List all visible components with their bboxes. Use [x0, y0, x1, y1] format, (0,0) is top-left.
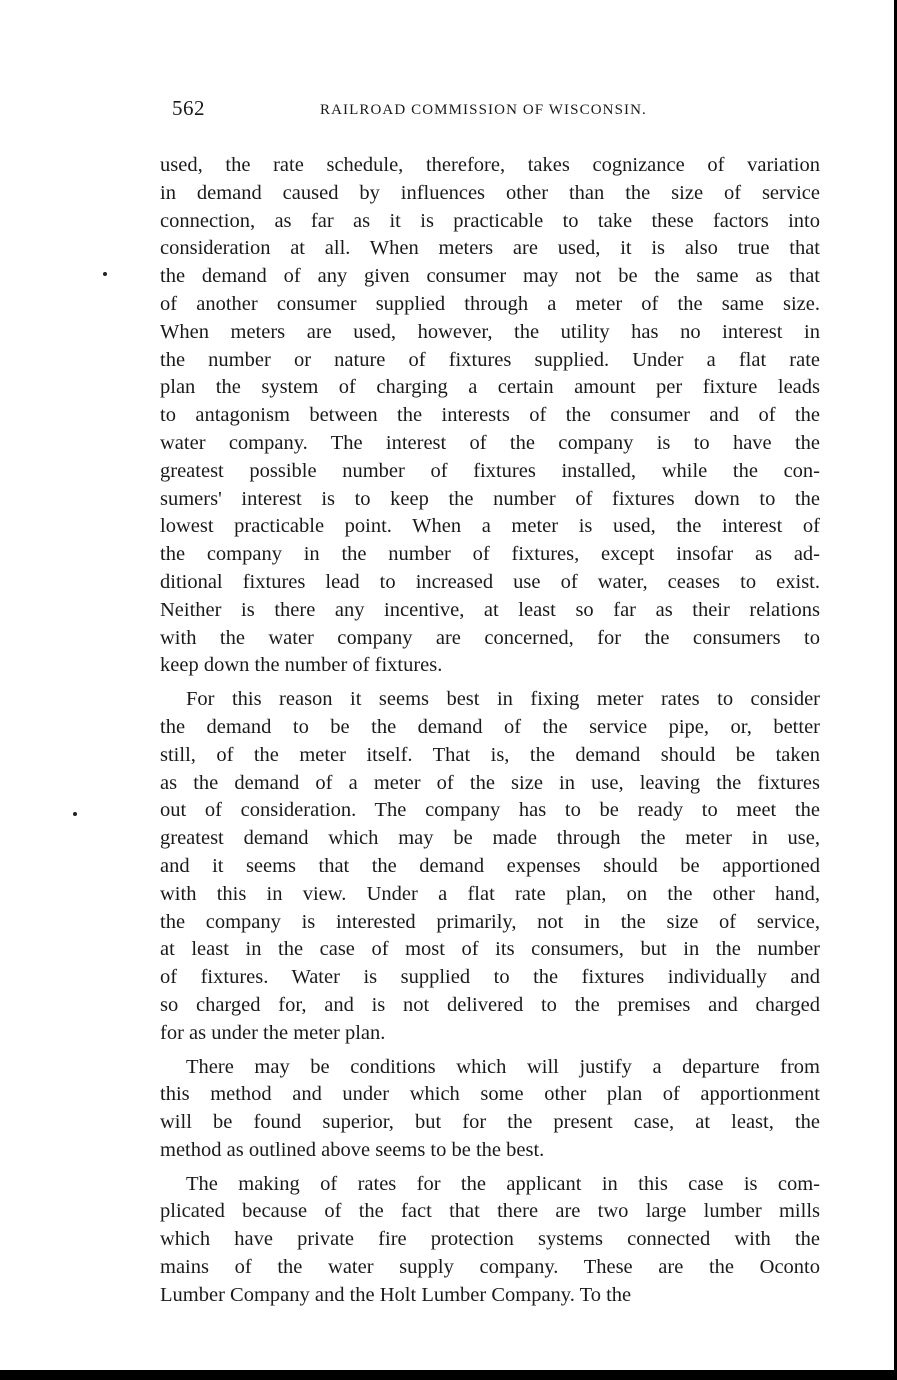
text-line: plicated because of the fact that there are two large lumber mills	[160, 1200, 820, 1223]
running-title: RAILROAD COMMISSION OF WISCONSIN.	[320, 102, 647, 118]
text-line: with the water company are concerned, for the consumers to	[160, 626, 820, 649]
paragraph	[160, 686, 820, 1047]
text-line: consideration at all. When meters are used, it is also true that	[160, 237, 820, 260]
scan-speck	[103, 272, 107, 276]
text-line: will be found superior, but for the present case, at least, the	[160, 1111, 820, 1134]
text-line: The making of rates for the applicant in this case is com-	[186, 1172, 820, 1195]
text-line: in demand caused by influences other than the size of service	[160, 181, 820, 204]
text-line: ditional fixtures lead to increased use of water, ceases to exist.	[160, 570, 820, 593]
text-line: of fixtures. Water is supplied to the fixtures individually and	[160, 966, 820, 989]
text-line: the demand of any given consumer may not be the same as that	[160, 265, 820, 288]
text-line: the company is interested primarily, not in the size of service,	[160, 910, 820, 933]
text-line: lowest practicable point. When a meter is used, the interest of	[160, 515, 820, 538]
text-line: so charged for, and is not delivered to the premises and charged	[160, 993, 820, 1016]
paragraph	[160, 1054, 820, 1165]
paragraph	[160, 1171, 820, 1310]
text-line: as the demand of a meter of the size in use, leaving the fixtures	[160, 771, 820, 794]
text-line: the number or nature of fixtures supplied. Under a flat rate	[160, 348, 820, 371]
text-line: For this reason it seems best in fixing meter rates to consider	[186, 688, 820, 711]
text-line: with this in view. Under a flat rate plan, on the other hand,	[160, 882, 820, 905]
text-line: at least in the case of most of its consumers, but in the number	[160, 938, 820, 961]
text-line: out of consideration. The company has to be ready to meet the	[160, 799, 820, 822]
scan-speck	[73, 812, 77, 816]
page-number: 562	[172, 96, 205, 120]
text-line: sumers' interest is to keep the number of fixtures down to the	[160, 487, 820, 510]
page-bottom-rule	[0, 1370, 897, 1380]
text-line: which have private fire protection systems connected with the	[160, 1228, 820, 1251]
text-line: keep down the number of fixtures.	[160, 654, 443, 677]
text-line: Neither is there any incentive, at least so far as their relations	[160, 598, 820, 621]
text-line: used, the rate schedule, therefore, takes cognizance of variation	[160, 154, 820, 176]
text-line: the demand to be the demand of the service pipe, or, better	[160, 715, 820, 738]
paragraph	[160, 152, 820, 680]
page-header	[172, 96, 822, 126]
text-line: connection, as far as it is practicable to take these factors into	[160, 209, 820, 232]
text-line: of another consumer supplied through a meter of the same size.	[160, 292, 820, 315]
text-line: There may be conditions which will justify a departure from	[186, 1055, 820, 1078]
text-line: When meters are used, however, the utility has no interest in	[160, 320, 820, 343]
text-line: plan the system of charging a certain amount per fixture leads	[160, 376, 820, 399]
text-line: for as under the meter plan.	[160, 1021, 386, 1044]
text-line: to antagonism between the interests of the consumer and of the	[160, 404, 820, 427]
text-line: water company. The interest of the company is to have the	[160, 431, 820, 454]
text-line: greatest possible number of fixtures installed, while the con-	[160, 459, 820, 482]
text-line: greatest demand which may be made through the meter in use,	[160, 827, 820, 850]
text-line: and it seems that the demand expenses should be apportioned	[160, 854, 820, 877]
text-line: mains of the water supply company. These are the Oconto	[160, 1256, 820, 1279]
text-line: still, of the meter itself. That is, the demand should be taken	[160, 743, 820, 766]
text-line: the company in the number of fixtures, except insofar as ad-	[160, 543, 820, 566]
text-line: Lumber Company and the Holt Lumber Company. To the	[160, 1283, 632, 1306]
text-line: method as outlined above seems to be the best.	[160, 1138, 545, 1161]
body-text	[160, 152, 820, 1310]
text-line: this method and under which some other plan of apportionment	[160, 1083, 820, 1106]
